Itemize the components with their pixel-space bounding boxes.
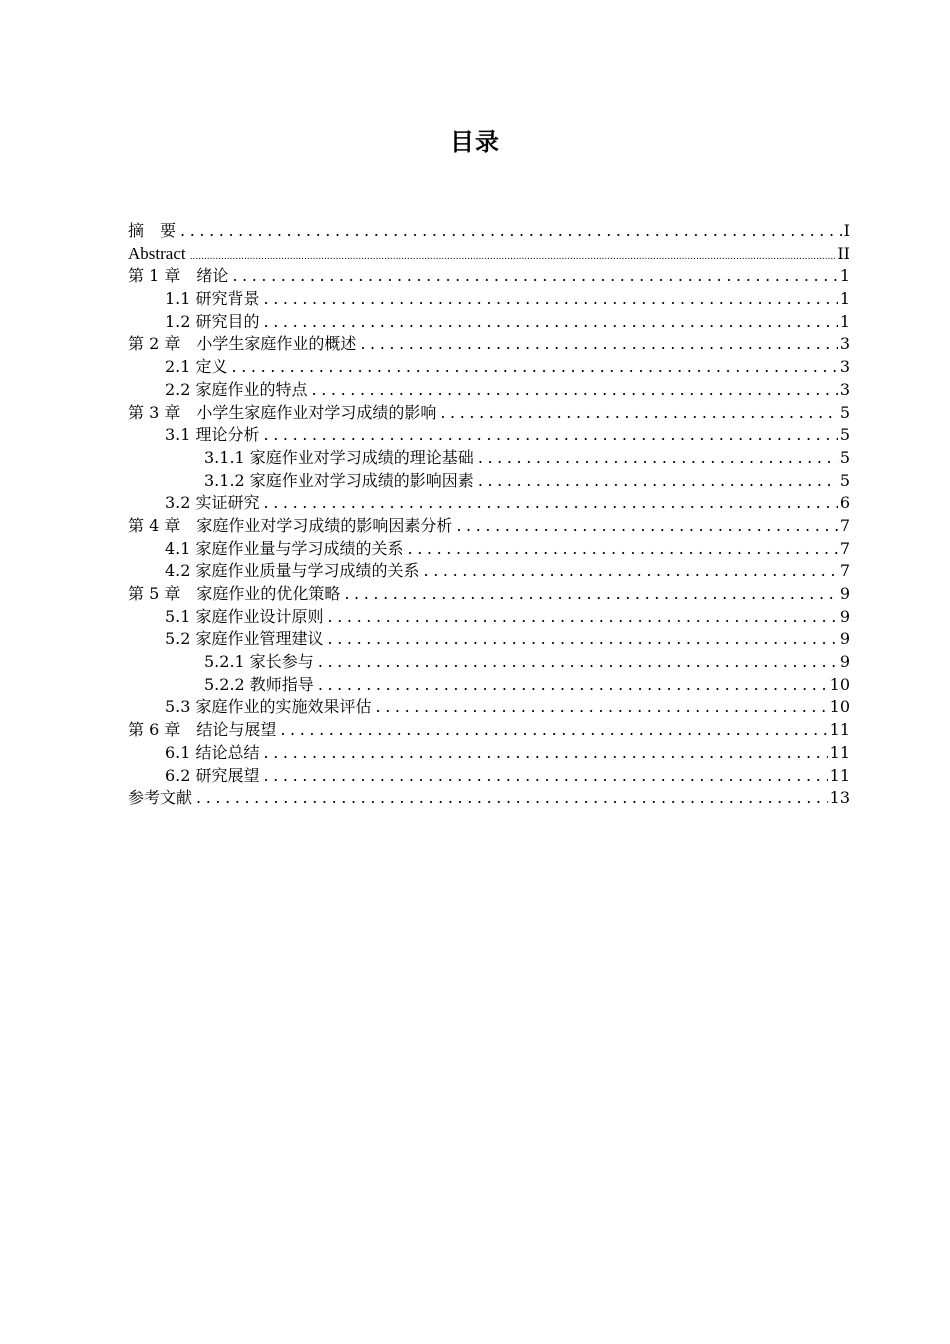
toc-entry-section-3-1-1[interactable] — [128, 447, 850, 470]
toc-page-number: 9 — [839, 652, 850, 672]
toc-entry-label: 参考文献 — [128, 788, 193, 808]
toc-page-number: 7 — [839, 538, 850, 558]
toc-page-number: 3 — [839, 379, 850, 399]
page-title: 目录 — [450, 128, 500, 156]
toc-entry-label: 5.3 家庭作业的实施效果评估 — [165, 697, 372, 717]
toc-page-number: 11 — [829, 765, 850, 785]
toc-dot-leader — [280, 719, 827, 741]
toc-entry-label: 第 4 章 家庭作业对学习成绩的影响因素分析 — [128, 515, 453, 535]
toc-dot-leader — [328, 606, 838, 628]
toc-dot-leader — [328, 628, 838, 650]
toc-dot-leader — [318, 674, 828, 696]
toc-entry-chapter-4[interactable] — [128, 515, 850, 538]
toc-page-number: 5 — [839, 447, 850, 467]
toc-page-number: 1 — [839, 311, 850, 331]
toc-page-number: 5 — [839, 470, 850, 490]
toc-page-number: 1 — [839, 266, 850, 286]
toc-entry-abstract-en[interactable] — [128, 243, 850, 266]
toc-dot-leader — [456, 515, 837, 537]
toc-entry-label: 第 6 章 结论与展望 — [128, 720, 277, 740]
toc-entry-section-5-2[interactable] — [128, 628, 850, 651]
toc-page-number: 11 — [829, 720, 850, 740]
toc-page-number: 7 — [839, 515, 850, 535]
toc-entry-chapter-3[interactable] — [128, 402, 850, 425]
toc-dot-leader — [312, 379, 838, 401]
toc-dot-leader — [478, 470, 838, 492]
toc-dot-leader — [344, 583, 837, 605]
toc-dot-leader — [190, 246, 836, 268]
toc-entry-label: 6.2 研究展望 — [165, 765, 260, 785]
toc-page-number: 5 — [839, 425, 850, 445]
toc-entry-label: 6.1 结论总结 — [165, 742, 260, 762]
toc-dot-leader — [478, 447, 838, 469]
toc-entry-label: 3.1.2 家庭作业对学习成绩的影响因素 — [204, 470, 474, 490]
toc-dot-leader — [318, 651, 838, 673]
toc-entry-chapter-2[interactable] — [128, 333, 850, 356]
toc-dot-leader — [232, 356, 838, 378]
toc-entry-label: 1.2 研究目的 — [165, 311, 260, 331]
toc-page-number: 9 — [839, 629, 850, 649]
toc-dot-leader — [264, 742, 828, 764]
toc-dot-leader — [360, 333, 837, 355]
toc-dot-leader — [376, 696, 828, 718]
toc-entry-section-4-1[interactable] — [128, 538, 850, 561]
toc-page-number: 6 — [839, 493, 850, 513]
toc-dot-leader — [232, 265, 837, 287]
table-of-contents — [128, 220, 850, 810]
toc-entry-label: Abstract — [128, 243, 186, 263]
toc-entry-section-6-2[interactable] — [128, 765, 850, 788]
toc-entry-section-2-1[interactable] — [128, 356, 850, 379]
toc-dot-leader — [424, 560, 838, 582]
toc-page-number: 10 — [829, 697, 850, 717]
toc-entry-label: 4.2 家庭作业质量与学习成绩的关系 — [165, 561, 420, 581]
toc-entry-label: 1.1 研究背景 — [165, 289, 260, 309]
toc-entry-section-4-2[interactable] — [128, 560, 850, 583]
toc-page-number: I — [843, 221, 850, 240]
toc-entry-references[interactable] — [128, 787, 850, 810]
toc-entry-label: 3.1.1 家庭作业对学习成绩的理论基础 — [204, 447, 474, 467]
toc-dot-leader — [264, 311, 838, 333]
toc-page-number: 11 — [829, 742, 850, 762]
toc-entry-section-5-2-1[interactable] — [128, 651, 850, 674]
toc-entry-section-5-2-2[interactable] — [128, 674, 850, 697]
toc-entry-section-5-1[interactable] — [128, 606, 850, 629]
toc-entry-section-6-1[interactable] — [128, 742, 850, 765]
toc-entry-label: 2.1 定义 — [165, 357, 228, 377]
toc-entry-chapter-5[interactable] — [128, 583, 850, 606]
toc-entry-section-3-1[interactable] — [128, 424, 850, 447]
toc-dot-leader — [264, 424, 838, 446]
toc-entry-label: 3.1 理论分析 — [165, 425, 260, 445]
toc-dot-leader — [408, 538, 838, 560]
toc-dot-leader — [196, 787, 828, 809]
toc-entry-label: 第 5 章 家庭作业的优化策略 — [128, 584, 341, 603]
toc-page-number: 9 — [839, 584, 850, 603]
toc-entry-chapter-6[interactable] — [128, 719, 850, 742]
toc-entry-label: 2.2 家庭作业的特点 — [165, 379, 308, 399]
toc-entry-label: 3.2 实证研究 — [165, 493, 260, 513]
toc-entry-label: 5.2.2 教师指导 — [204, 674, 314, 694]
toc-dot-leader — [264, 492, 838, 514]
toc-page-number: 10 — [829, 674, 850, 694]
toc-entry-section-5-3[interactable] — [128, 696, 850, 719]
toc-page-number: 13 — [829, 788, 850, 808]
toc-entry-label: 第 1 章 绪论 — [128, 266, 229, 286]
toc-page-number: 5 — [839, 402, 850, 422]
toc-entry-abstract-cn[interactable] — [128, 220, 850, 243]
toc-entry-chapter-1[interactable] — [128, 265, 850, 288]
toc-entry-section-3-1-2[interactable] — [128, 470, 850, 493]
toc-entry-label: 摘 要 — [128, 221, 177, 240]
toc-entry-section-1-1[interactable] — [128, 288, 850, 311]
toc-entry-section-1-2[interactable] — [128, 311, 850, 334]
toc-dot-leader — [440, 402, 837, 424]
toc-entry-label: 5.2 家庭作业管理建议 — [165, 629, 324, 649]
toc-dot-leader — [264, 288, 838, 310]
toc-page-number: 9 — [839, 606, 850, 626]
toc-entry-label: 4.1 家庭作业量与学习成绩的关系 — [165, 538, 404, 558]
toc-entry-section-3-2[interactable] — [128, 492, 850, 515]
toc-page-number: 3 — [839, 357, 850, 377]
toc-page-number: II — [837, 243, 850, 263]
toc-page-number: 7 — [839, 561, 850, 581]
toc-entry-label: 第 2 章 小学生家庭作业的概述 — [128, 334, 357, 354]
toc-page-number: 1 — [839, 289, 850, 309]
toc-entry-label: 5.1 家庭作业设计原则 — [165, 606, 324, 626]
toc-dot-leader — [180, 220, 842, 242]
toc-dot-leader — [264, 765, 828, 787]
toc-entry-label: 第 3 章 小学生家庭作业对学习成绩的影响 — [128, 402, 437, 422]
toc-entry-section-2-2[interactable] — [128, 379, 850, 402]
toc-page-number: 3 — [839, 334, 850, 354]
toc-entry-label: 5.2.1 家长参与 — [204, 652, 314, 672]
